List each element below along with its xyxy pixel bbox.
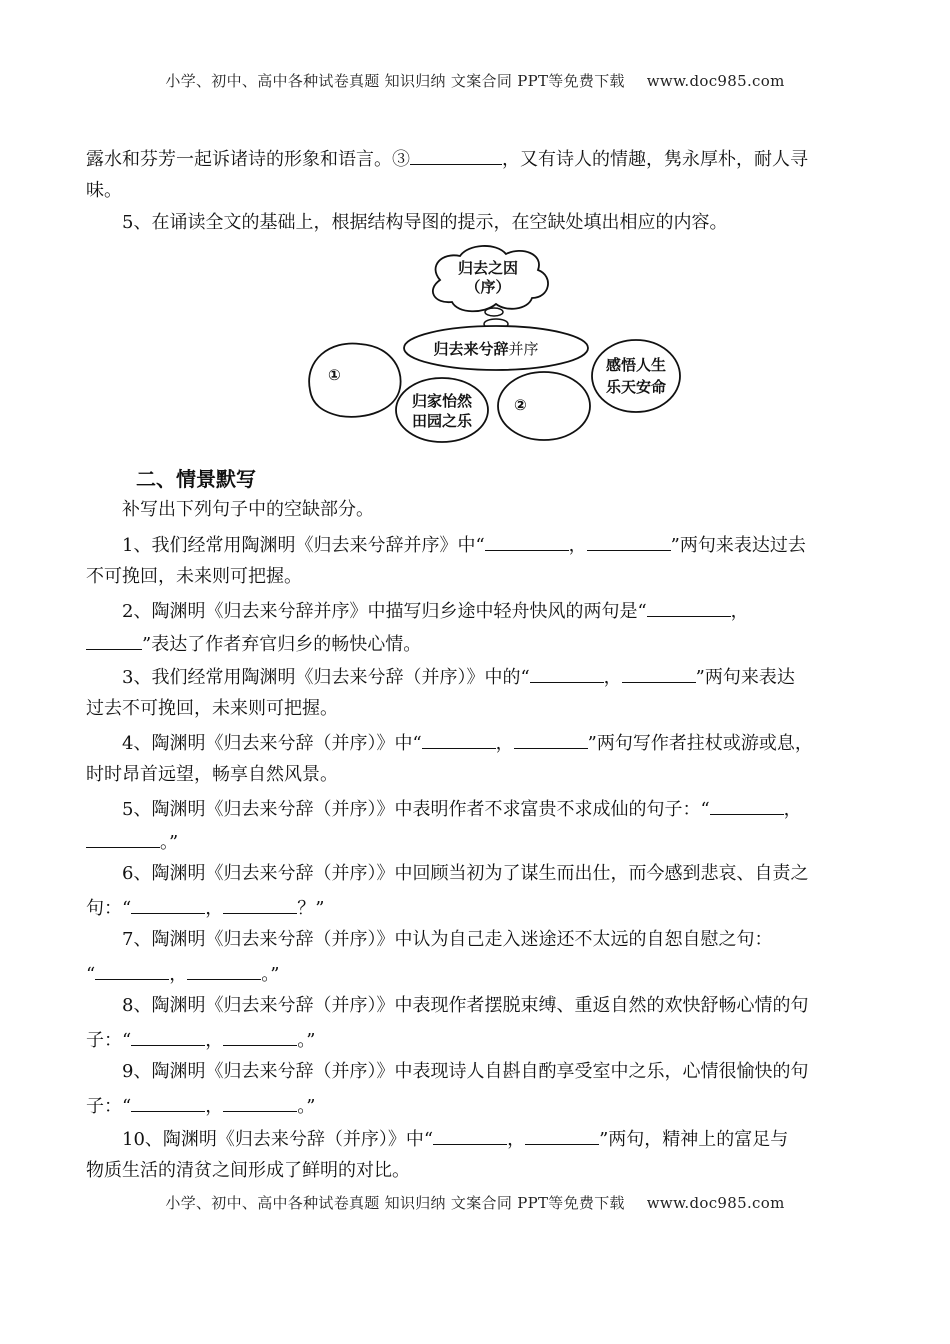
answer-blank[interactable] bbox=[422, 730, 496, 749]
text-segment: ， bbox=[205, 1030, 224, 1051]
cloud-bubble bbox=[485, 308, 503, 316]
answer-blank[interactable] bbox=[525, 1126, 599, 1145]
answer-blank[interactable] bbox=[86, 631, 142, 650]
mid-left-label-1: 归家怡然 bbox=[411, 392, 473, 410]
text-segment: ， bbox=[205, 898, 224, 919]
question-6: 6、陶渊明《归去来兮辞（并序）》中回顾当初为了谋生而出仕，而今感到悲哀、自责之 bbox=[122, 863, 809, 884]
question-7: 7、陶渊明《归去来兮辞（并序）》中认为自己走入迷途还不太远的自恕自慰之句： bbox=[122, 929, 773, 950]
section-2-title: 二、情景默写 bbox=[136, 467, 256, 491]
diagram-svg bbox=[300, 240, 690, 445]
text-line bbox=[86, 1027, 876, 1053]
text-line: 物质生活的清贫之间形成了鲜明的对比。 bbox=[86, 1160, 410, 1181]
text-segment: ”两句写作者拄杖或游或息， bbox=[587, 733, 813, 754]
blank-marker-2: ② bbox=[514, 396, 527, 414]
text-segment: 。” bbox=[297, 1096, 316, 1117]
text-segment: ，又有诗人的情趣，隽永厚朴，耐人寻 bbox=[502, 149, 808, 170]
question-5 bbox=[122, 796, 912, 822]
text-segment: ， bbox=[603, 667, 622, 688]
question-8: 8、陶渊明《归去来兮辞（并序）》中表现作者摆脱束缚、重返自然的欢快舒畅心情的句 bbox=[122, 995, 809, 1016]
text-segment: ”两句来表达 bbox=[695, 667, 795, 688]
text-segment: ？” bbox=[297, 898, 325, 919]
answer-blank[interactable] bbox=[95, 961, 169, 980]
structure-diagram bbox=[300, 240, 690, 445]
right-label-2: 乐天安命 bbox=[605, 378, 667, 396]
text-segment: 子：“ bbox=[86, 1096, 132, 1117]
text-segment: ， bbox=[205, 1096, 224, 1117]
text-segment: 3、我们经常用陶渊明《归去来兮辞（并序）》中的“ bbox=[122, 667, 530, 688]
answer-blank[interactable] bbox=[514, 730, 588, 749]
answer-blank[interactable] bbox=[710, 796, 784, 815]
center-suffix: 并序 bbox=[508, 340, 539, 358]
text-line bbox=[86, 895, 876, 921]
page-header bbox=[0, 70, 950, 91]
answer-blank[interactable] bbox=[647, 598, 731, 617]
section-2-intro: 补写出下列句子中的空缺部分。 bbox=[122, 499, 374, 520]
answer-blank[interactable] bbox=[131, 895, 205, 914]
text-segment: ”两句，精神上的富足与 bbox=[599, 1129, 789, 1150]
question-4 bbox=[122, 730, 912, 756]
text-segment: 2、陶渊明《归去来兮辞并序》中描写归乡途中轻舟快风的两句是“ bbox=[122, 601, 647, 622]
answer-blank[interactable] bbox=[223, 1093, 297, 1112]
question-2 bbox=[122, 598, 912, 624]
footer-text: 小学、初中、高中各种试卷真题 知识归纳 文案合同 PPT等免费下载 bbox=[165, 1194, 625, 1212]
answer-blank[interactable] bbox=[187, 961, 261, 980]
footer-site-link[interactable]: www.doc985.com bbox=[646, 1194, 785, 1212]
answer-blank[interactable] bbox=[223, 1027, 297, 1046]
answer-blank[interactable] bbox=[485, 532, 569, 551]
question-1 bbox=[122, 532, 912, 558]
text-line: 味。 bbox=[86, 180, 122, 201]
center-title: 归去来兮辞 bbox=[433, 340, 509, 358]
text-segment: ”两句来表达过去 bbox=[670, 535, 806, 556]
question-5-prompt: 5、在诵读全文的基础上，根据结构导图的提示，在空缺处填出相应的内容。 bbox=[122, 212, 728, 233]
page-footer bbox=[0, 1192, 950, 1213]
answer-blank[interactable] bbox=[433, 1126, 507, 1145]
text-segment: 4、陶渊明《归去来兮辞（并序）》中“ bbox=[122, 733, 422, 754]
cloud-label-1: 归去之因 bbox=[457, 259, 519, 277]
answer-blank[interactable] bbox=[131, 1093, 205, 1112]
answer-blank[interactable] bbox=[587, 532, 671, 551]
question-3 bbox=[122, 664, 912, 690]
text-line bbox=[86, 829, 876, 855]
text-segment: ， bbox=[495, 733, 514, 754]
text-line bbox=[86, 146, 876, 172]
text-segment: 子：“ bbox=[86, 1030, 132, 1051]
answer-blank[interactable] bbox=[530, 664, 604, 683]
question-9: 9、陶渊明《归去来兮辞（并序）》中表现诗人自斟自酌享受室中之乐，心情很愉快的句 bbox=[122, 1061, 809, 1082]
text-segment: 5、陶渊明《归去来兮辞（并序）》中表明作者不求富贵不求成仙的句子：“ bbox=[122, 799, 710, 820]
cloud-label-2: （序） bbox=[465, 278, 511, 296]
text-segment: ， bbox=[507, 1129, 526, 1150]
header-site-link[interactable]: www.doc985.com bbox=[646, 72, 785, 90]
text-line: 不可挽回，未来则可把握。 bbox=[86, 566, 302, 587]
text-segment: ， bbox=[730, 601, 749, 622]
text-segment: ， bbox=[783, 799, 802, 820]
header-text: 小学、初中、高中各种试卷真题 知识归纳 文案合同 PPT等免费下载 bbox=[165, 72, 625, 90]
text-segment: 1、我们经常用陶渊明《归去来兮辞并序》中“ bbox=[122, 535, 485, 556]
text-line bbox=[86, 961, 876, 987]
answer-blank-3[interactable] bbox=[410, 146, 502, 165]
answer-blank[interactable] bbox=[131, 1027, 205, 1046]
text-line bbox=[86, 631, 876, 657]
text-segment: 句：“ bbox=[86, 898, 132, 919]
text-segment: ， bbox=[169, 964, 188, 985]
text-segment: ， bbox=[568, 535, 587, 556]
text-segment: ”表达了作者弃官归乡的畅快心情。 bbox=[142, 634, 422, 655]
mid-left-label-2: 田园之乐 bbox=[411, 412, 473, 430]
text-line bbox=[86, 1093, 876, 1119]
question-10 bbox=[122, 1126, 912, 1152]
answer-blank[interactable] bbox=[86, 829, 160, 848]
blank-marker-1: ① bbox=[328, 366, 341, 384]
mid-left-bubble bbox=[396, 378, 488, 442]
text-segment: 10、陶渊明《归去来兮辞（并序）》中“ bbox=[122, 1129, 434, 1150]
text-segment: 。” bbox=[160, 832, 179, 853]
text-line: 过去不可挽回，未来则可把握。 bbox=[86, 698, 338, 719]
text-segment: 。” bbox=[261, 964, 280, 985]
right-bubble bbox=[592, 340, 680, 412]
right-label-1: 感悟人生 bbox=[605, 356, 667, 374]
left-bubble bbox=[309, 343, 400, 416]
text-segment: 。” bbox=[297, 1030, 316, 1051]
answer-blank[interactable] bbox=[223, 895, 297, 914]
mid-right-bubble bbox=[498, 372, 590, 440]
text-segment: 露水和芬芳一起诉诸诗的形象和语言。③ bbox=[86, 149, 410, 170]
text-segment: “ bbox=[86, 964, 96, 985]
text-line: 时时昂首远望，畅享自然风景。 bbox=[86, 764, 338, 785]
center-title-text bbox=[433, 340, 538, 358]
answer-blank[interactable] bbox=[622, 664, 696, 683]
